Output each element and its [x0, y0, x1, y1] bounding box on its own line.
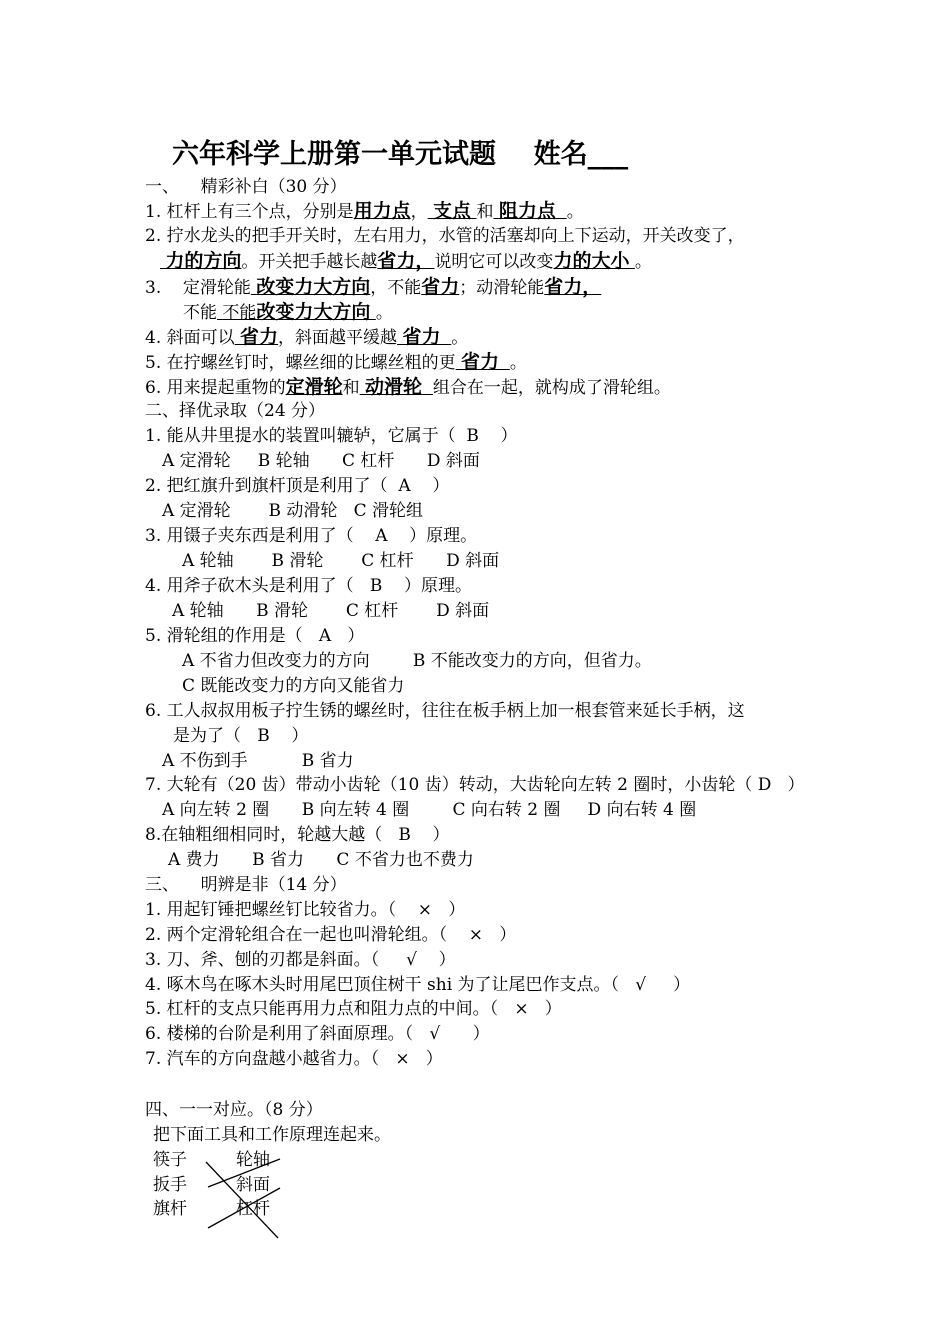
- s3-line: 3. 刀、斧、刨的刃都是斜面。（ √ ）: [145, 950, 456, 970]
- s2-line: A 不省力但改变力的方向 B 不能改变力的方向，但省力。: [182, 651, 652, 671]
- answer: 省力: [402, 326, 441, 348]
- s1-question-1: 1. 杠杆上有三个点，分别是用力点， 支点 和 阻力点 。: [145, 200, 584, 222]
- answer: 支点: [433, 200, 472, 222]
- s2-line: A 向左转 2 圈 B 向左转 4 圈 C 向右转 2 圈 D 向右转 4 圈: [162, 800, 697, 820]
- s3-line: 2. 两个定滑轮组合在一起也叫滑轮组。（ × ）: [145, 925, 517, 945]
- section4-heading: 四、一一对应。（8 分）: [145, 1100, 323, 1120]
- s2-line: A 轮轴 B 滑轮 C 杠杆 D 斜面: [172, 601, 490, 621]
- s3-line: 5. 杠杆的支点只能再用力点和阻力点的中间。（ × ）: [145, 999, 562, 1019]
- answer: 省力，: [544, 276, 602, 298]
- s2-line: 4. 用斧子砍木头是利用了（ B ）原理。: [145, 576, 472, 596]
- s2-line: C 既能改变力的方向又能省力: [182, 676, 405, 696]
- s2-line: 是为了（ B ）: [173, 726, 309, 746]
- s1-question-3-line2: 不能 不能改变力大方向 。: [183, 301, 393, 323]
- answer: 阻力点: [498, 200, 556, 222]
- answer: 省力: [240, 326, 279, 348]
- s2-line: 3. 用镊子夹东西是利用了（ A ）原理。: [145, 526, 478, 546]
- s1-question-6: 6. 用来提起重物的定滑轮和 动滑轮 组合在一起，就构成了滑轮组。: [145, 376, 671, 398]
- s2-line: A 定滑轮 B 动滑轮 C 滑轮组: [162, 501, 424, 521]
- answer: 动滑轮: [365, 376, 423, 398]
- s4-instruction: 把下面工具和工作原理连起来。: [153, 1125, 391, 1145]
- title-text: 六年科学上册第一单元试题: [172, 139, 496, 170]
- tool-label: 旗杆: [153, 1199, 187, 1219]
- s3-line: 4. 啄木鸟在啄木头时用尾巴顶住树干 shi 为了让尾巴作支点。（ √ ）: [145, 975, 691, 995]
- s2-line: A 轮轴 B 滑轮 C 杠杆 D 斜面: [182, 551, 500, 571]
- s1-question-5: 5. 在拧螺丝钉时，螺丝细的比螺丝粗的更 省力 。: [145, 351, 527, 373]
- section3-heading: 三、 明辨是非（14 分）: [145, 875, 347, 895]
- answer: 改变力大方向: [256, 276, 371, 298]
- principle-label: 斜面: [236, 1175, 270, 1195]
- answer: 省力: [461, 351, 500, 373]
- s2-line: A 费力 B 省力 C 不省力也不费力: [168, 850, 474, 870]
- s1-question-4: 4. 斜面可以 省力，斜面越平缓越 省力 。: [145, 326, 469, 348]
- s2-line: 6. 工人叔叔用板子拧生锈的螺丝时，往往在板手柄上加一根套管来延长手柄，这: [145, 701, 745, 721]
- s1-question-2-line1: 2. 拧水龙头的把手开关时，左右用力，水管的活塞却向上下运动，开关改变了，: [145, 226, 745, 246]
- answer: 改变力大方向: [256, 301, 371, 323]
- s2-line: 8.在轴粗细相同时，轮越大越（ B ）: [145, 825, 450, 845]
- answer: 省力，: [377, 250, 435, 272]
- answer: 省力: [421, 276, 460, 298]
- s2-line: 1. 能从井里提水的装置叫辘轳，它属于（ B ）: [145, 426, 518, 446]
- match-line: [208, 1188, 280, 1228]
- section2-heading: 二、择优录取（24 分）: [145, 401, 326, 421]
- answer: 不能: [222, 303, 257, 323]
- s2-line: 5. 滑轮组的作用是（ A ）: [145, 626, 365, 646]
- answer: 定滑轮: [285, 376, 343, 398]
- s2-line: A 定滑轮 B 轮轴 C 杠杆 D 斜面: [162, 451, 480, 471]
- match-line: [208, 1159, 280, 1187]
- s2-line: 7. 大轮有（20 齿）带动小齿轮（10 齿）转动，大齿轮向左转 2 圈时，小齿轮（ D ）: [145, 775, 805, 795]
- s1-question-2-line2: 力的方向。开关把手越长越省力，说明它可以改变力的大小 。: [165, 250, 652, 272]
- name-field-label: 姓名___: [533, 139, 629, 170]
- s1-question-3-line1: 3. 定滑轮能 改变力大方向，不能省力；动滑轮能省力，: [145, 276, 602, 298]
- s3-line: 1. 用起钉锤把螺丝钉比较省力。（ × ）: [145, 900, 466, 920]
- tool-label: 筷子: [153, 1150, 187, 1170]
- answer: 用力点: [353, 200, 411, 222]
- answer: 力的方向: [165, 250, 242, 272]
- principle-label: 轮轴: [236, 1150, 270, 1170]
- section1-heading: 一、 精彩补白（30 分）: [145, 177, 347, 197]
- principle-label: 杠杆: [236, 1199, 270, 1219]
- s3-line: 7. 汽车的方向盘越小越省力。（ × ）: [145, 1049, 443, 1069]
- s2-line: A 不伤到手 B 省力: [162, 751, 354, 771]
- s2-line: 2. 把红旗升到旗杆顶是利用了（ A ）: [145, 476, 450, 496]
- tool-label: 扳手: [153, 1175, 187, 1195]
- answer: 力的大小: [553, 250, 630, 272]
- s3-line: 6. 楼梯的台阶是利用了斜面原理。（ √ ）: [145, 1024, 490, 1044]
